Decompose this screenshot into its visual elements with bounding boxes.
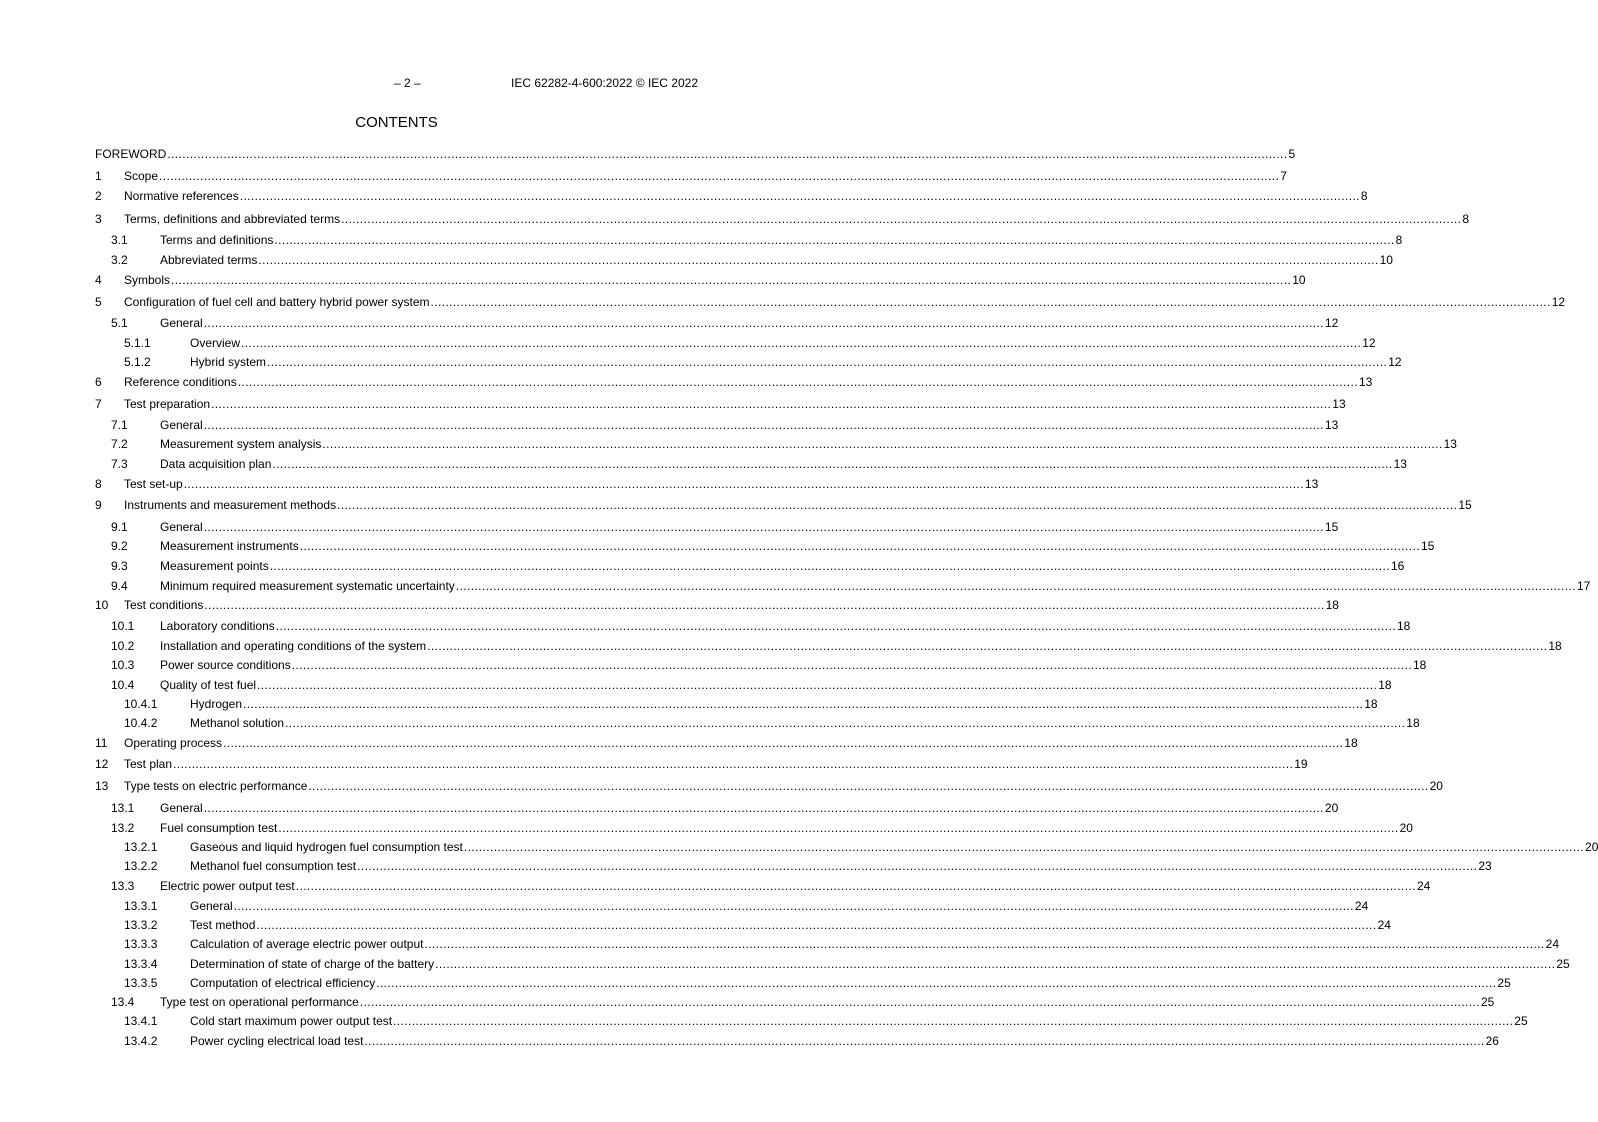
toc-entry[interactable]: [95, 538, 1435, 554]
toc-entry[interactable]: [95, 994, 1495, 1010]
toc-dot-leader: ............................................................................................................................................................................................................................................................................................................: [275, 619, 1396, 633]
toc-entry-page: 16: [1390, 559, 1405, 573]
toc-entry-number: 13: [95, 779, 109, 793]
toc-entry[interactable]: [95, 696, 1378, 712]
toc-entry-page: 13: [1358, 375, 1373, 389]
toc-entry[interactable]: [95, 456, 1407, 472]
toc-dot-leader: ............................................................................................................................................................................................................................................................................................................: [322, 437, 1443, 451]
toc-entry-title: Test set-up: [124, 477, 183, 491]
toc-entry-title: Determination of state of charge of the battery: [190, 957, 435, 971]
toc-dot-leader: ............................................................................................................................................................................................................................................................................................................: [424, 937, 1545, 951]
toc-dot-leader: ............................................................................................................................................................................................................................................................................................................: [278, 821, 1399, 835]
toc-entry-page: 23: [1478, 859, 1492, 873]
toc-dot-leader: ............................................................................................................................................................................................................................................................................................................: [183, 477, 1304, 491]
toc-entry[interactable]: [95, 1033, 1499, 1049]
toc-entry-title: General: [160, 801, 203, 815]
toc-entry-page: 18: [1406, 716, 1420, 730]
toc-entry[interactable]: [95, 497, 1472, 513]
toc-dot-leader: ............................................................................................................................................................................................................................................................................................................: [203, 316, 1324, 330]
toc-entry-number: 10.4: [111, 678, 135, 692]
toc-entry-page: 8: [1360, 189, 1368, 203]
toc-entry[interactable]: [95, 476, 1319, 492]
toc-entry-page: 18: [1325, 598, 1339, 612]
toc-entry-title: Test plan: [124, 757, 173, 771]
toc-dot-leader: ............................................................................................................................................................................................................................................................................................................: [272, 457, 1393, 471]
page-title: CONTENTS: [355, 114, 438, 131]
toc-dot-leader: ............................................................................................................................................................................................................................................................................................................: [308, 779, 1429, 793]
toc-entry[interactable]: [95, 839, 1598, 855]
toc-entry-number: 13.4.2: [124, 1034, 158, 1048]
toc-entry-page: 13: [1393, 457, 1407, 471]
toc-entry-number: 10: [95, 598, 109, 612]
toc-entry-title: Test conditions: [124, 598, 204, 612]
toc-entry-number: 7.3: [111, 457, 128, 471]
toc-entry-title: Configuration of fuel cell and battery hybrid power system: [124, 295, 430, 309]
toc-entry[interactable]: [95, 315, 1339, 331]
toc-entry-page: 5: [1288, 147, 1296, 161]
toc-entry-page: 13: [1304, 477, 1319, 491]
toc-entry[interactable]: [95, 558, 1405, 574]
toc-entry[interactable]: [95, 597, 1339, 613]
toc-dot-leader: ............................................................................................................................................................................................................................................................................................................: [430, 295, 1551, 309]
toc-dot-leader: ............................................................................................................................................................................................................................................................................................................: [427, 639, 1548, 653]
toc-entry-number: 13.2.1: [124, 840, 158, 854]
toc-entry-title: Terms, definitions and abbreviated terms: [124, 212, 341, 226]
toc-entry-title: Test preparation: [124, 397, 211, 411]
toc-entry-title: General: [190, 899, 233, 913]
toc-entry[interactable]: [95, 756, 1308, 772]
toc-entry-title: Fuel consumption test: [160, 821, 278, 835]
toc-entry-page: 18: [1344, 736, 1358, 750]
toc-entry-title: Scope: [124, 169, 159, 183]
toc-entry-number: 13.3.4: [124, 957, 158, 971]
toc-entry[interactable]: [95, 917, 1391, 933]
toc-entry[interactable]: [95, 211, 1469, 227]
toc-entry[interactable]: [95, 956, 1570, 972]
toc-entry-title: Gaseous and liquid hydrogen fuel consumption test: [190, 840, 463, 854]
toc-entry-title: Data acquisition plan: [160, 457, 272, 471]
toc-entry-page: 24: [1377, 918, 1391, 932]
toc-entry-number: 10.3: [111, 658, 135, 672]
standard-reference: IEC 62282-4-600:2022 © IEC 2022: [511, 76, 698, 90]
toc-entry-number: 5: [95, 295, 102, 309]
toc-entry-number: 9.4: [111, 579, 128, 593]
toc-entry-page: 24: [1416, 879, 1431, 893]
toc-entry[interactable]: [95, 735, 1358, 751]
toc-entry[interactable]: [95, 715, 1420, 731]
toc-entry-title: Type tests on electric performance: [124, 779, 308, 793]
toc-dot-leader: ............................................................................................................................................................................................................................................................................................................: [341, 212, 1462, 226]
toc-entry-number: 10.4.1: [124, 697, 158, 711]
toc-entry-title: Hydrogen: [190, 697, 243, 711]
toc-entry[interactable]: [95, 354, 1402, 370]
toc-entry-number: 5.1.2: [124, 355, 151, 369]
toc-dot-leader: ............................................................................................................................................................................................................................................................................................................: [203, 801, 1324, 815]
toc-entry-page: 12: [1324, 316, 1339, 330]
toc-dot-leader: ............................................................................................................................................................................................................................................................................................................: [376, 976, 1497, 990]
toc-entry-number: 9: [95, 498, 102, 512]
toc-entry-page: 17: [1576, 579, 1591, 593]
toc-entry-number: 13.2: [111, 821, 135, 835]
toc-entry-number: 7.2: [111, 437, 128, 451]
toc-entry-number: 4: [95, 273, 102, 287]
toc-entry-page: 18: [1396, 619, 1411, 633]
toc-dot-leader: ............................................................................................................................................................................................................................................................................................................: [267, 355, 1388, 369]
toc-entry-page: 13: [1324, 418, 1339, 432]
toc-entry-number: 1: [95, 169, 102, 183]
toc-entry-page: 12: [1362, 336, 1376, 350]
toc-entry-title: Instruments and measurement methods: [124, 498, 337, 512]
toc-dot-leader: ............................................................................................................................................................................................................................................................................................................: [269, 559, 1390, 573]
toc-entry-title: Measurement instruments: [160, 539, 299, 553]
toc-dot-leader: ............................................................................................................................................................................................................................................................................................................: [337, 498, 1458, 512]
toc-entry-title: Quality of test fuel: [160, 678, 257, 692]
toc-entry-title: Overview: [190, 336, 241, 350]
toc-entry-title: Methanol fuel consumption test: [190, 859, 357, 873]
toc-entry-page: 15: [1324, 520, 1339, 534]
toc-entry-title: Terms and definitions: [160, 233, 274, 247]
toc-entry-number: 7.1: [111, 418, 128, 432]
toc-entry-page: 7: [1280, 169, 1287, 183]
toc-entry-number: 13.1: [111, 801, 135, 815]
toc-entry-title: Electric power output test: [160, 879, 295, 893]
toc-entry-title: Symbols: [124, 273, 171, 287]
toc-entry[interactable]: [95, 519, 1339, 535]
toc-dot-leader: ............................................................................................................................................................................................................................................................................................................: [233, 899, 1354, 913]
toc-dot-leader: ............................................................................................................................................................................................................................................................................................................: [435, 957, 1556, 971]
toc-entry-number: 9.1: [111, 520, 128, 534]
toc-entry-title: Measurement points: [160, 559, 269, 573]
toc-entry-page: 18: [1364, 697, 1378, 711]
toc-dot-leader: ............................................................................................................................................................................................................................................................................................................: [291, 658, 1412, 672]
toc-entry[interactable]: [95, 638, 1562, 654]
toc-entry[interactable]: [95, 232, 1403, 248]
toc-entry-title: Abbreviated terms: [160, 253, 258, 267]
toc-entry[interactable]: [95, 1013, 1528, 1029]
toc-entry-title: Minimum required measurement systematic uncertainty: [160, 579, 455, 593]
toc-entry-page: 10: [1292, 273, 1306, 287]
toc-entry-title: Operating process: [124, 736, 223, 750]
toc-dot-leader: ............................................................................................................................................................................................................................................................................................................: [167, 147, 1288, 161]
toc-dot-leader: ............................................................................................................................................................................................................................................................................................................: [243, 697, 1364, 711]
toc-dot-leader: ............................................................................................................................................................................................................................................................................................................: [299, 539, 1420, 553]
toc-dot-leader: ............................................................................................................................................................................................................................................................................................................: [364, 1034, 1485, 1048]
toc-entry-page: 13: [1443, 437, 1457, 451]
toc-entry-page: 25: [1514, 1014, 1528, 1028]
toc-entry-number: 3: [95, 212, 102, 226]
toc-entry-title: Reference conditions: [124, 375, 237, 389]
toc-entry-page: 19: [1294, 757, 1308, 771]
toc-entry-number: 11: [95, 736, 108, 750]
toc-entry-title: Measurement system analysis: [160, 437, 322, 451]
toc-entry-title: General: [160, 316, 203, 330]
toc-entry-title: Power cycling electrical load test: [190, 1034, 364, 1048]
toc-entry[interactable]: [95, 294, 1566, 310]
toc-entry-number: 3.1: [111, 233, 128, 247]
toc-dot-leader: ............................................................................................................................................................................................................................................................................................................: [203, 418, 1324, 432]
toc-entry-page: 18: [1378, 678, 1392, 692]
toc-dot-leader: ............................................................................................................................................................................................................................................................................................................: [357, 859, 1478, 873]
toc-dot-leader: ............................................................................................................................................................................................................................................................................................................: [285, 716, 1406, 730]
toc-dot-leader: ............................................................................................................................................................................................................................................................................................................: [173, 757, 1294, 771]
toc-dot-leader: ............................................................................................................................................................................................................................................................................................................: [171, 273, 1292, 287]
toc-entry-title: Hybrid system: [190, 355, 267, 369]
toc-entry-title: Computation of electrical efficiency: [190, 976, 376, 990]
toc-dot-leader: ............................................................................................................................................................................................................................................................................................................: [455, 579, 1576, 593]
toc-entry[interactable]: [95, 878, 1431, 894]
toc-entry-number: 5.1.1: [124, 336, 151, 350]
toc-entry[interactable]: [95, 975, 1511, 991]
toc-entry-title: Power source conditions: [160, 658, 291, 672]
toc-entry-page: 20: [1324, 801, 1339, 815]
toc-entry-number: 13.4: [111, 995, 135, 1009]
toc-dot-leader: ............................................................................................................................................................................................................................................................................................................: [204, 598, 1325, 612]
toc-entry-number: 13.3.5: [124, 976, 158, 990]
toc-dot-leader: ............................................................................................................................................................................................................................................................................................................: [256, 918, 1377, 932]
toc-entry-page: 10: [1379, 253, 1393, 267]
toc-dot-leader: ............................................................................................................................................................................................................................................................................................................: [295, 879, 1416, 893]
toc-entry-title: Laboratory conditions: [160, 619, 275, 633]
toc-dot-leader: ............................................................................................................................................................................................................................................................................................................: [274, 233, 1395, 247]
toc-dot-leader: ............................................................................................................................................................................................................................................................................................................: [241, 336, 1362, 350]
toc-entry-page: 13: [1332, 397, 1346, 411]
toc-entry[interactable]: [95, 146, 1296, 162]
toc-entry-number: 10.2: [111, 639, 135, 653]
toc-entry-number: 13.3: [111, 879, 135, 893]
toc-dot-leader: ............................................................................................................................................................................................................................................................................................................: [223, 736, 1344, 750]
toc-entry-title: Calculation of average electric power output: [190, 937, 424, 951]
toc-entry[interactable]: [95, 417, 1339, 433]
toc-entry[interactable]: [95, 272, 1306, 288]
toc-entry[interactable]: [95, 657, 1427, 673]
toc-entry-title: FOREWORD: [95, 147, 167, 161]
page-header: [95, 76, 698, 94]
toc-entry[interactable]: [95, 188, 1368, 204]
toc-entry-page: 8: [1462, 212, 1469, 226]
toc-entry-number: 13.4.1: [124, 1014, 158, 1028]
toc-entry[interactable]: [95, 677, 1392, 693]
toc-entry-title: Cold start maximum power output test: [190, 1014, 393, 1028]
toc-entry[interactable]: [95, 168, 1287, 184]
toc-entry-number: 13.3.3: [124, 937, 158, 951]
toc-entry-page: 15: [1420, 539, 1435, 553]
toc-entry-number: 8: [95, 477, 102, 491]
toc-entry-page: 25: [1497, 976, 1511, 990]
toc-entry-page: 20: [1399, 821, 1413, 835]
toc-dot-leader: ............................................................................................................................................................................................................................................................................................................: [211, 397, 1332, 411]
toc-entry-number: 13.2.2: [124, 859, 158, 873]
toc-entry-number: 9.3: [111, 559, 128, 573]
toc-entry[interactable]: [95, 936, 1560, 952]
toc-entry-number: 10.1: [111, 619, 135, 633]
toc-entry-number: 5.1: [111, 316, 128, 330]
toc-entry-page: 15: [1458, 498, 1472, 512]
toc-entry-title: Installation and operating conditions of the system: [160, 639, 427, 653]
toc-entry-page: 25: [1556, 957, 1570, 971]
toc-entry-title: Normative references: [124, 189, 239, 203]
toc-entry-page: 24: [1354, 899, 1369, 913]
toc-entry-page: 12: [1388, 355, 1402, 369]
toc-entry[interactable]: [95, 578, 1591, 594]
toc-entry-number: 9.2: [111, 539, 128, 553]
toc-entry-title: Test method: [190, 918, 256, 932]
toc-dot-leader: ............................................................................................................................................................................................................................................................................................................: [393, 1014, 1514, 1028]
toc-entry[interactable]: [95, 820, 1413, 836]
toc-entry-page: 24: [1545, 937, 1560, 951]
toc-entry[interactable]: [95, 396, 1346, 412]
toc-entry[interactable]: [95, 778, 1443, 794]
toc-entry-page: 20: [1585, 840, 1598, 854]
toc-entry-page: 25: [1481, 995, 1495, 1009]
toc-entry-number: 10.4.2: [124, 716, 158, 730]
toc-entry-number: 2: [95, 189, 102, 203]
toc-dot-leader: ............................................................................................................................................................................................................................................................................................................: [239, 189, 1360, 203]
toc-entry-title: General: [160, 418, 203, 432]
toc-entry-page: 12: [1551, 295, 1566, 309]
toc-dot-leader: ............................................................................................................................................................................................................................................................................................................: [359, 995, 1480, 1009]
toc-entry-page: 20: [1429, 779, 1443, 793]
page-number: – 2 –: [394, 76, 421, 90]
toc-entry[interactable]: [95, 374, 1373, 390]
toc-entry[interactable]: [95, 252, 1393, 268]
toc-entry-page: 18: [1548, 639, 1562, 653]
toc-entry[interactable]: [95, 335, 1376, 351]
toc-entry-number: 6: [95, 375, 102, 389]
toc-entry-page: 18: [1412, 658, 1427, 672]
toc-entry-number: 13.3.1: [124, 899, 158, 913]
toc-entry-number: 3.2: [111, 253, 128, 267]
toc-dot-leader: ............................................................................................................................................................................................................................................................................................................: [237, 375, 1358, 389]
toc-entry-title: Methanol solution: [190, 716, 285, 730]
toc-dot-leader: ............................................................................................................................................................................................................................................................................................................: [257, 678, 1378, 692]
toc-entry[interactable]: [95, 618, 1411, 634]
toc-entry[interactable]: [95, 858, 1492, 874]
toc-entry-number: 7: [95, 397, 102, 411]
toc-dot-leader: ............................................................................................................................................................................................................................................................................................................: [463, 840, 1585, 854]
toc-entry-number: 13.3.2: [124, 918, 158, 932]
toc-entry[interactable]: [95, 436, 1457, 452]
toc-entry[interactable]: [95, 898, 1369, 914]
toc-entry-number: 12: [95, 757, 109, 771]
toc-entry-title: Type test on operational performance: [160, 995, 359, 1009]
toc-entry-page: 26: [1485, 1034, 1499, 1048]
toc-dot-leader: ............................................................................................................................................................................................................................................................................................................: [258, 253, 1379, 267]
toc-entry-page: 8: [1395, 233, 1403, 247]
toc-entry[interactable]: [95, 800, 1339, 816]
toc-dot-leader: ............................................................................................................................................................................................................................................................................................................: [159, 169, 1280, 183]
toc-dot-leader: ............................................................................................................................................................................................................................................................................................................: [203, 520, 1324, 534]
toc-entry-title: General: [160, 520, 203, 534]
